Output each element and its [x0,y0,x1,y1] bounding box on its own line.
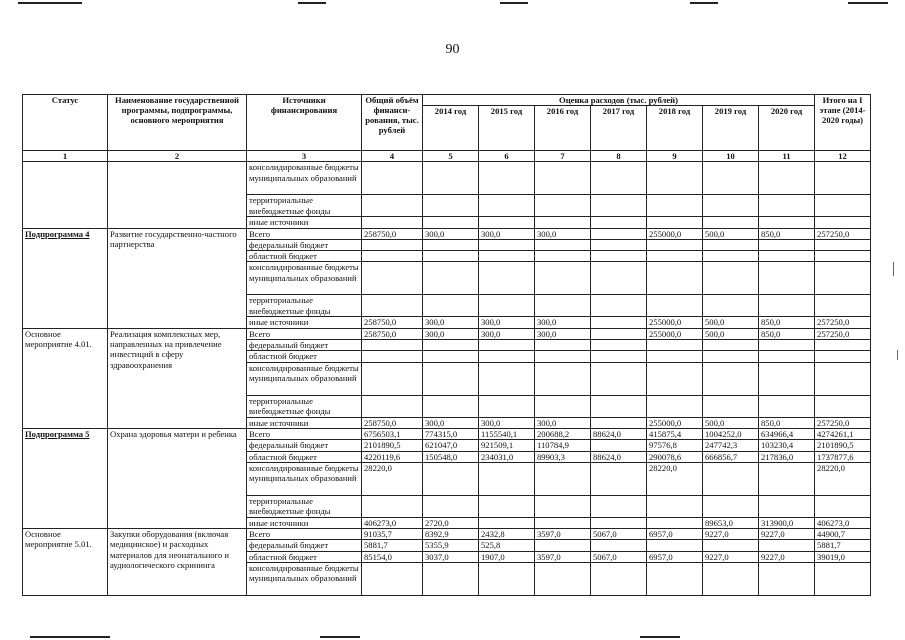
funding-source: консолидированные бюджеты муниципальных образований [247,563,362,596]
funding-source: федеральный бюджет [247,540,362,551]
table-row [23,529,871,540]
amount-cell: 300,0 [423,328,479,339]
funding-source: консолидированные бюджеты муниципальных образований [247,262,362,295]
column-number: 4 [362,151,423,162]
amount-cell [535,162,591,195]
amount-cell [591,317,647,328]
amount-cell [591,351,647,362]
column-number: 7 [535,151,591,162]
amount-cell: 217836,0 [759,451,815,462]
header-year: 2016 год [535,106,591,151]
amount-cell [703,217,759,228]
program-status [23,162,108,228]
amount-cell: 500,0 [703,317,759,328]
amount-cell: 634966,4 [759,428,815,439]
amount-cell [423,395,479,417]
amount-cell: 5067,0 [591,551,647,562]
amount-cell [479,239,535,250]
amount-cell: 500,0 [703,228,759,239]
funding-source: территориальные внебюджетные фонды [247,395,362,417]
header-sources: Источники финансирования [247,95,362,151]
amount-cell: 525,8 [479,540,535,551]
header-year: 2018 год [647,106,703,151]
amount-cell: 5881,7 [362,540,423,551]
column-number: 12 [815,151,871,162]
amount-cell: 3597,0 [535,529,591,540]
header-name: Наименование государственной программы, подпрограммы, основного мероприятия [108,95,247,151]
funding-source: областной бюджет [247,551,362,562]
amount-cell: 5881,7 [815,540,871,551]
amount-cell [479,295,535,317]
funding-source: федеральный бюджет [247,239,362,250]
funding-source: консолидированные бюджеты муниципальных образований [247,162,362,195]
amount-cell: 110784,9 [535,440,591,451]
amount-cell [479,195,535,217]
amount-cell: 89903,3 [535,451,591,462]
table-row [23,162,871,195]
amount-cell [591,162,647,195]
funding-source: Всего [247,529,362,540]
amount-cell [815,395,871,417]
amount-cell: 2432,8 [479,529,535,540]
amount-cell: 255000,0 [647,328,703,339]
program-status: Основное мероприятие 5.01. [23,529,108,596]
amount-cell [362,295,423,317]
amount-cell: 850,0 [759,328,815,339]
funding-source: областной бюджет [247,451,362,462]
amount-cell: 406273,0 [362,517,423,528]
amount-cell [815,251,871,262]
amount-cell [423,563,479,596]
amount-cell: 234031,0 [479,451,535,462]
amount-cell: 255000,0 [647,228,703,239]
amount-cell: 500,0 [703,328,759,339]
column-number: 10 [703,151,759,162]
amount-cell [759,540,815,551]
funding-source: областной бюджет [247,351,362,362]
funding-source: иные источники [247,517,362,528]
amount-cell [647,517,703,528]
amount-cell: 3037,0 [423,551,479,562]
amount-cell [362,495,423,517]
amount-cell: 1004252,0 [703,428,759,439]
amount-cell [759,340,815,351]
amount-cell: 300,0 [479,417,535,428]
program-status: Подпрограмма 4 [23,228,108,328]
amount-cell [591,362,647,395]
amount-cell [479,262,535,295]
amount-cell: 91035,7 [362,529,423,540]
amount-cell [703,195,759,217]
amount-cell [535,563,591,596]
funding-source: Всего [247,228,362,239]
header-year: 2015 год [479,106,535,151]
amount-cell: 255000,0 [647,417,703,428]
amount-cell [703,540,759,551]
column-number: 1 [23,151,108,162]
amount-cell: 257250,0 [815,317,871,328]
header-stage-total: Итого на I этапе (2014-2020 годы) [815,95,871,151]
amount-cell [535,462,591,495]
amount-cell: 406273,0 [815,517,871,528]
amount-cell: 5067,0 [591,529,647,540]
amount-cell [535,340,591,351]
header-total: Общий объём финанси-рования, тыс. рублей [362,95,423,151]
amount-cell [535,351,591,362]
amount-cell [703,340,759,351]
amount-cell [591,563,647,596]
amount-cell [815,295,871,317]
amount-cell [815,340,871,351]
amount-cell: 85154,0 [362,551,423,562]
amount-cell [591,295,647,317]
amount-cell [423,462,479,495]
amount-cell [647,295,703,317]
amount-cell [759,239,815,250]
table-body [23,162,871,596]
column-number: 11 [759,151,815,162]
amount-cell: 2101890,5 [362,440,423,451]
amount-cell [759,395,815,417]
amount-cell [703,162,759,195]
amount-cell: 1907,0 [479,551,535,562]
amount-cell [647,195,703,217]
amount-cell [479,495,535,517]
amount-cell [479,462,535,495]
amount-cell: 258750,0 [362,417,423,428]
funding-source: консолидированные бюджеты муниципальных образований [247,362,362,395]
financing-table [22,94,871,596]
amount-cell [647,395,703,417]
amount-cell: 258750,0 [362,317,423,328]
amount-cell: 1155540,1 [479,428,535,439]
column-number-row [23,151,871,162]
amount-cell [591,395,647,417]
amount-cell: 300,0 [479,328,535,339]
header-year: 2019 год [703,106,759,151]
amount-cell [815,162,871,195]
amount-cell [759,362,815,395]
amount-cell: 5355,9 [423,540,479,551]
header-estimate: Оценка расходов (тыс. рублей) [423,95,815,106]
amount-cell: 300,0 [479,228,535,239]
amount-cell: 258750,0 [362,328,423,339]
amount-cell [362,195,423,217]
amount-cell: 300,0 [423,228,479,239]
amount-cell [591,195,647,217]
column-number: 3 [247,151,362,162]
amount-cell [759,351,815,362]
amount-cell [703,395,759,417]
amount-cell [362,362,423,395]
amount-cell: 6756503,1 [362,428,423,439]
amount-cell [535,540,591,551]
amount-cell [815,563,871,596]
amount-cell: 300,0 [479,317,535,328]
amount-cell: 300,0 [535,228,591,239]
amount-cell [703,351,759,362]
amount-cell [479,362,535,395]
amount-cell [591,228,647,239]
amount-cell [759,563,815,596]
amount-cell [591,440,647,451]
amount-cell: 9227,0 [703,551,759,562]
amount-cell [759,462,815,495]
amount-cell [479,563,535,596]
table-row [23,328,871,339]
table-row [23,428,871,439]
amount-cell [362,217,423,228]
amount-cell: 257250,0 [815,228,871,239]
amount-cell [479,251,535,262]
amount-cell [591,495,647,517]
amount-cell [703,495,759,517]
amount-cell: 257250,0 [815,328,871,339]
amount-cell [759,495,815,517]
amount-cell [647,239,703,250]
amount-cell: 4220119,6 [362,451,423,462]
amount-cell [759,262,815,295]
amount-cell [591,251,647,262]
header-status: Статус [23,95,108,151]
amount-cell: 1737877,6 [815,451,871,462]
amount-cell [423,340,479,351]
amount-cell: 255000,0 [647,317,703,328]
amount-cell [647,563,703,596]
table-row [23,228,871,239]
amount-cell [815,217,871,228]
amount-cell [362,395,423,417]
amount-cell: 9227,0 [703,529,759,540]
funding-source: федеральный бюджет [247,340,362,351]
amount-cell [647,351,703,362]
amount-cell [815,262,871,295]
amount-cell [535,239,591,250]
amount-cell [591,417,647,428]
amount-cell: 850,0 [759,317,815,328]
amount-cell [423,239,479,250]
header-year: 2014 год [423,106,479,151]
amount-cell [591,540,647,551]
amount-cell: 258750,0 [362,228,423,239]
amount-cell [591,328,647,339]
amount-cell [423,495,479,517]
amount-cell: 621047,0 [423,440,479,451]
amount-cell [815,195,871,217]
amount-cell: 666856,7 [703,451,759,462]
amount-cell: 8392,9 [423,529,479,540]
amount-cell [535,262,591,295]
funding-source: территориальные внебюджетные фонды [247,195,362,217]
funding-source: территориальные внебюджетные фонды [247,295,362,317]
amount-cell: 850,0 [759,417,815,428]
amount-cell [759,251,815,262]
amount-cell: 500,0 [703,417,759,428]
amount-cell [362,251,423,262]
amount-cell: 44900,7 [815,529,871,540]
amount-cell: 28220,0 [362,462,423,495]
amount-cell [647,262,703,295]
funding-source: иные источники [247,417,362,428]
page-number: 90 [445,42,460,57]
amount-cell: 2101890,5 [815,440,871,451]
amount-cell [759,295,815,317]
amount-cell [703,262,759,295]
amount-cell [423,295,479,317]
amount-cell [479,517,535,528]
amount-cell [591,462,647,495]
amount-cell [703,251,759,262]
amount-cell [591,517,647,528]
amount-cell [423,262,479,295]
amount-cell: 89653,0 [703,517,759,528]
program-name: Закупки оборудования (включая медицинское) и расходных материалов для неонатального и аудиологического скрининга [108,529,247,596]
amount-cell [479,162,535,195]
amount-cell: 9227,0 [759,529,815,540]
amount-cell [815,362,871,395]
amount-cell: 774315,0 [423,428,479,439]
amount-cell [759,162,815,195]
amount-cell: 300,0 [423,317,479,328]
funding-source: иные источники [247,217,362,228]
amount-cell: 3597,0 [535,551,591,562]
amount-cell [535,517,591,528]
amount-cell: 300,0 [535,328,591,339]
funding-source: консолидированные бюджеты муниципальных образований [247,462,362,495]
amount-cell: 88624,0 [591,428,647,439]
amount-cell: 300,0 [535,417,591,428]
amount-cell: 6957,0 [647,529,703,540]
column-number: 5 [423,151,479,162]
amount-cell: 9227,0 [759,551,815,562]
amount-cell [535,295,591,317]
amount-cell [815,351,871,362]
amount-cell [423,362,479,395]
amount-cell [703,362,759,395]
amount-cell [423,195,479,217]
amount-cell [362,162,423,195]
column-number: 9 [647,151,703,162]
amount-cell: 103230,4 [759,440,815,451]
amount-cell: 850,0 [759,228,815,239]
amount-cell [591,239,647,250]
amount-cell [535,395,591,417]
column-number: 2 [108,151,247,162]
amount-cell: 300,0 [535,317,591,328]
column-number: 8 [591,151,647,162]
amount-cell [647,251,703,262]
program-status: Подпрограмма 5 [23,428,108,528]
amount-cell: 6957,0 [647,551,703,562]
amount-cell [423,217,479,228]
funding-source: федеральный бюджет [247,440,362,451]
amount-cell [703,462,759,495]
amount-cell: 2720,0 [423,517,479,528]
amount-cell [703,295,759,317]
funding-source: Всего [247,428,362,439]
column-number: 6 [479,151,535,162]
amount-cell [535,217,591,228]
funding-source: иные источники [247,317,362,328]
amount-cell [647,540,703,551]
amount-cell: 290078,6 [647,451,703,462]
amount-cell: 150548,0 [423,451,479,462]
funding-source: Всего [247,328,362,339]
amount-cell: 247742,3 [703,440,759,451]
program-name: Охрана здоровья матери и ребенка [108,428,247,528]
amount-cell [647,362,703,395]
amount-cell: 39019,0 [815,551,871,562]
amount-cell: 4274261,1 [815,428,871,439]
amount-cell [591,217,647,228]
amount-cell [362,239,423,250]
amount-cell [535,362,591,395]
amount-cell [759,195,815,217]
amount-cell: 28220,0 [815,462,871,495]
amount-cell: 88624,0 [591,451,647,462]
amount-cell [591,340,647,351]
program-name: Развитие государственно-частного партнерства [108,228,247,328]
amount-cell [647,217,703,228]
amount-cell [815,495,871,517]
amount-cell: 415875,4 [647,428,703,439]
amount-cell [362,340,423,351]
amount-cell: 300,0 [423,417,479,428]
amount-cell [535,195,591,217]
amount-cell: 257250,0 [815,417,871,428]
amount-cell [423,351,479,362]
amount-cell [362,563,423,596]
amount-cell [647,340,703,351]
amount-cell [815,239,871,250]
amount-cell [423,162,479,195]
amount-cell [535,495,591,517]
amount-cell [647,162,703,195]
program-status: Основное мероприятие 4.01. [23,328,108,428]
program-name [108,162,247,228]
amount-cell: 28220,0 [647,462,703,495]
amount-cell [759,217,815,228]
amount-cell [479,340,535,351]
amount-cell [703,563,759,596]
amount-cell [479,395,535,417]
amount-cell: 97576,8 [647,440,703,451]
amount-cell [703,239,759,250]
amount-cell [591,262,647,295]
header-year: 2017 год [591,106,647,151]
amount-cell: 200688,2 [535,428,591,439]
amount-cell [362,262,423,295]
amount-cell: 921509,1 [479,440,535,451]
program-name: Реализация комплексных мер, направленных на привлечение инвестиций в сферу здравоохранения [108,328,247,428]
amount-cell [479,217,535,228]
amount-cell [479,351,535,362]
funding-source: областной бюджет [247,251,362,262]
funding-source: территориальные внебюджетные фонды [247,495,362,517]
amount-cell [362,351,423,362]
amount-cell [423,251,479,262]
amount-cell [647,495,703,517]
amount-cell [535,251,591,262]
amount-cell: 313900,0 [759,517,815,528]
header-year: 2020 год [759,106,815,151]
